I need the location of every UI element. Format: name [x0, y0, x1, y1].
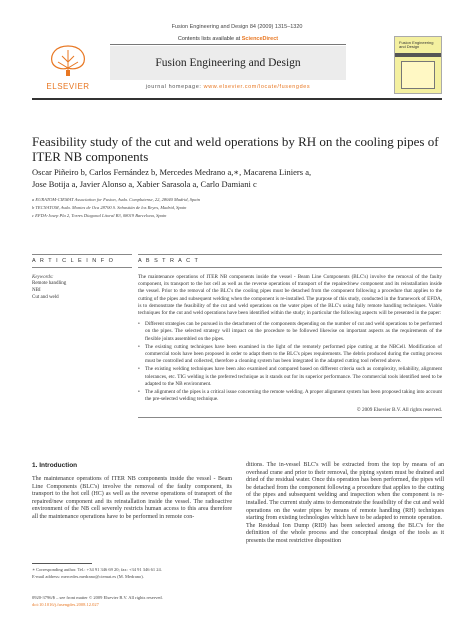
body-column-right: ditions. The in-vessel BLC's will be extracted from the top by means of an overhead crane and prior to their removal, the piping system must be drained and dried of the residual water. Once this operation has been performed, the pipes will be detached from the component following a procedure that applies to the cutting of the pipes and subsequent welding and inspection when the component is re-installed. The current study aims to demonstrate the feasibility of the cut and weld operations on the water pipes by means of remote handling (RH) techniques starting from existing technologies which have to be adapted to remote operation. The Residual Ion Dump (RID) has been selected among the BLC's for the definition of the whole process and the conceptual design of the tools as it presents the most restrictive disposition	[246, 462, 444, 544]
footnote-contact: ∗ Corresponding author. Tel.: +34 91 346 69 20; fax: +34 91 346 61 24.	[32, 567, 162, 572]
article-info-rule-2	[32, 267, 132, 268]
issn-line: 0920-3796/$ – see front matter © 2009 Elsevier B.V. All rights reserved.	[32, 595, 163, 600]
abstract-heading: A B S T R A C T	[138, 258, 200, 264]
keyword-item: NBI	[32, 288, 41, 293]
doi-link[interactable]: doi:10.1016/j.fusengdes.2008.12.027	[32, 601, 99, 607]
running-header: Fusion Engineering and Design 84 (2009) 1315–1320	[171, 24, 303, 30]
footnote-email: E-mail address: mercedes.medrano@ciemat.es (M. Medrano).	[32, 573, 144, 579]
corresponding-author-footnote	[32, 567, 232, 580]
affiliations	[32, 196, 452, 220]
masthead-rule	[32, 98, 442, 100]
contents-prefix: Contents lists available at	[177, 36, 241, 42]
elsevier-logo	[32, 36, 104, 94]
authors-line-1: Oscar Piñeiro b, Carlos Fernández b, Mercedes Medrano a,∗, Macarena Liniers a,	[32, 167, 312, 177]
abstract-bullets	[138, 321, 442, 403]
footnote-rule	[32, 563, 92, 564]
cover-band	[395, 53, 441, 57]
abstract-panel	[138, 254, 442, 418]
keyword-item: Cut and weld	[32, 295, 59, 300]
elsevier-tree-icon	[44, 40, 92, 78]
abstract-rule-2	[138, 267, 442, 268]
journal-title: Fusion Engineering and Design	[155, 57, 301, 69]
keywords-label: Keywords:	[32, 275, 54, 280]
authors-line-2: Jose Botija a, Javier Alonso a, Xabier Sarasola a, Carlo Damiani c	[32, 179, 257, 189]
article-info-rule	[32, 254, 132, 255]
body-column-left: The maintenance operations of ITER NB components inside the vessel - Beam Line Components (BLC's) involve the removal of the faulty component, its transport to the hot cell (HC) as well as the reverse operations of transport of the repaired/new component and its reinstallation inside the vessel. The radioactive environment of the NB cell severely restricts human access to this area therefore all the maintenance operations have to be performed in remote con-	[32, 476, 232, 520]
journal-cover-thumbnail	[394, 36, 442, 94]
article-title: Feasibility study of the cut and weld operations by RH on the cooling pipes of ITER NB components	[32, 134, 439, 164]
article-info-heading: A R T I C L E I N F O	[32, 258, 115, 264]
affiliation-c: c EFDA-Josep Pla 2, Torres Diagonal Litoral B3, 08019 Barcelona, Spain	[32, 213, 167, 218]
affiliation-a: a EURATOM-CIEMAT Association for Fusion, Avda. Complutense, 22, 28040 Madrid, Spain	[32, 197, 200, 202]
copyright-notice: © 2009 Elsevier B.V. All rights reserved.	[356, 407, 442, 414]
article-info-panel	[32, 254, 132, 301]
journal-homepage	[110, 84, 346, 90]
journal-masthead	[32, 36, 442, 94]
homepage-prefix: journal homepage:	[145, 84, 202, 90]
section-heading-introduction: 1. Introduction	[32, 462, 78, 469]
abstract-text: The maintenance operations of ITER NB components inside the vessel - Beam Line Components (BLC's) involve the removal of the faulty component, its transport to the hot cell as well as the reverse operations of transport of the repaired/new component and its reinstallation inside the vessel. Prior to the removal of the BLC's the cooling pipes must be detached from the component following a procedure that applies to the cutting of the pipes and subsequent welding when the component is re-installed. The purpose of this study, conducted in the framework of EFDA, is to demonstrate the feasibility of the cut and weld operations on the water pipes of the BLC's using fully remote handling techniques. Viable techniques for the cut and weld operations have been identified within the study; in particular the following aspects will be presented in the paper:	[138, 274, 442, 317]
homepage-url[interactable]: www.elsevier.com/locate/fusengdes	[203, 84, 311, 90]
abstract-bullet: • Different strategies can be pursued in the detachment of the components depending on the number of cut and weld operations to be performed on the pipes. The selected strategy will impact on the procedure to be followed likewise on important aspects as the requirements of the flexible joints assembled on the pipes.	[138, 321, 442, 342]
abstract-bullet: • The existing cutting techniques have been examined in the light of the remotely performed pipe cutting at the NBCell. Modification of commercial tools have been proposed in order to adapt them to the BLC's pipes requirements. The debris produced during the cutting process must be controlled and collected, therefore a cleaning system has been integrated in the adapted cutting tool referred above.	[138, 343, 442, 365]
cover-graphic	[401, 61, 435, 89]
publisher-name: ELSEVIER	[46, 82, 90, 91]
abstract-bottom-rule	[138, 417, 442, 418]
abstract-bullet: • The existing welding techniques have been also examined and compared based on different criteria such as complexity, reliability, alignment tolerances, etc. TIG welding is the preferred technique as it stands out for its superior performance. The commercial tools identified need to be adapted to the NB environment.	[138, 366, 442, 387]
abstract-bullet: • The alignment of the pipes is a critical issue concerning the remote welding. A proper alignment system has been proposed taking into account the pre-selected welding technique.	[138, 389, 442, 403]
bibliographic-footer	[32, 595, 232, 608]
keyword-item: Remote handling	[32, 281, 67, 286]
cover-title: Fusion Engineering and Design	[399, 40, 434, 50]
abstract-rule	[138, 254, 442, 255]
sciencedirect-link[interactable]: ScienceDirect	[241, 36, 279, 42]
contents-availability	[110, 36, 346, 42]
masthead-divider	[110, 44, 346, 45]
author-list	[32, 166, 452, 190]
affiliation-b: b TECNATOM, Avda. Montes de Oca 28700 S. Sebastián de los Reyes, Madrid, Spain	[32, 205, 187, 210]
